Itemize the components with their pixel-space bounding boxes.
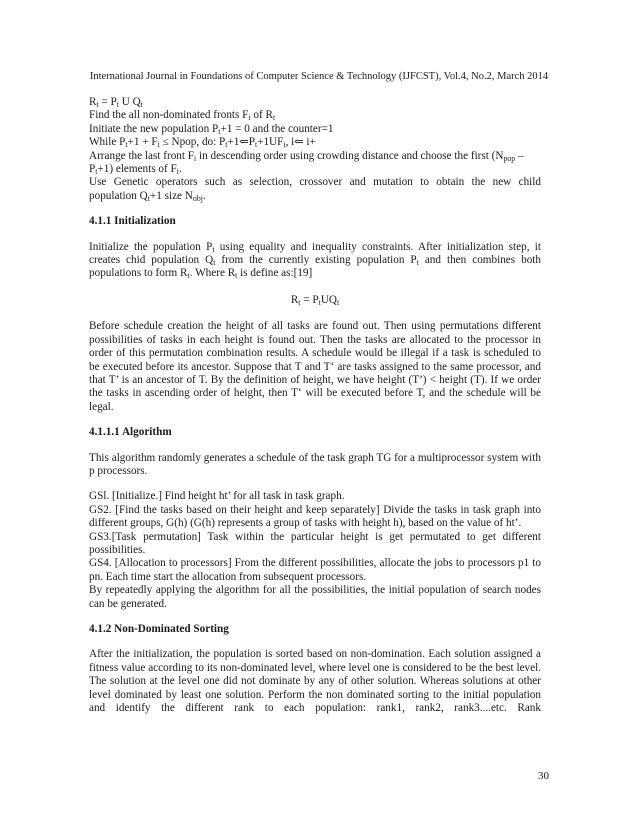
algo-line-4: While $P_t+1 + F_i$ ≤ Npop, do: $P_t+1⇐P_t+1UF_i$, i⇐ i+ bbox=[89, 136, 316, 150]
running-header: International Journal in Foundations of Computer Science & Technology (IJFCST), Vol.4, No.2, March 2014 bbox=[89, 71, 549, 82]
equation-rt: $R_t = P_tUQ_t$ bbox=[290, 293, 340, 307]
algo-line-2: Find the all non-dominated fronts $F_i$ of $R_t$ bbox=[89, 109, 276, 123]
algo-line-5: Arrange the last front $F_i$ in descending order using crowding distance and choose the first ($N_{pop}$ – bbox=[89, 149, 524, 163]
paragraph-non-dominated-sorting: After the initialization, the population is sorted based on non-domination. Each solution assigned a fitness value according to its non-dominated level, where level one is considered to be the best level. The solution at the level one did not dominate by any of other solution. Whereas solutions at other level dominated by least one solution. Perform the non dominated sorting to the initial population and identify the different rank to each population: rank1, rank2, rank3....etc. Rank bbox=[89, 648, 541, 715]
algorithm-step-gs4: GS4. [Allocation to processors] From the different possibilities, allocate the jobs to processors p1 to pn. Each time start the allocation from subsequent processors. bbox=[89, 557, 541, 583]
paragraph-initialization: Initialize the population $P_t$ using equality and inequality constraints. After initialization step, it creates chid population $Q_t$ from the currently existing population $P_t$ and then combines both populations to form $R_t$. Where $R_t$ is define as:[19] bbox=[89, 240, 541, 281]
algorithm-step-gs2: GS2. [Find the tasks based on their height and keep separately] Divide the tasks in task graph into different groups, G(h) (G(h) represents a group of tasks with height h), based on the value of ht’. bbox=[89, 503, 541, 530]
section-heading-4-1-1: 4.1.1 Initialization bbox=[89, 215, 176, 228]
algorithm-step-gs1: GSl. [Initialize.] Find height ht’ for all task in task graph. bbox=[89, 490, 345, 503]
page-number: 30 bbox=[538, 770, 549, 782]
section-heading-4-1-1-1: 4.1.1.1 Algorithm bbox=[89, 426, 172, 439]
page-body bbox=[89, 96, 541, 715]
algorithm-step-gs3: GS3.[Task permutation] Task within the particular height is get permutated to get different possibilities. bbox=[89, 530, 541, 556]
algorithm-summary: By repeatedly applying the algorithm for all the possibilities, the initial population of search nodes can be generated. bbox=[89, 584, 541, 610]
paragraph-schedule-creation: Before schedule creation the height of all tasks are found out. Then using permutations different possibilities of tasks in each height is found out. Then the tasks are allocated to the processor in order of this permutation combination results. A schedule would be illegal if a task is scheduled to be executed before its ancestor. Suppose that T and T‘ are tasks assigned to the same processor, and that T’ is an ancestor of T. By the definition of height, we have height (T’) < height (T). If we order the tasks in ascending order of height, then T‘ will be executed before T, and the schedule will be legal. bbox=[89, 320, 541, 413]
algo-line-1: $R_t = P_t$ U $Q_t$ bbox=[89, 96, 143, 109]
section-heading-4-1-2: 4.1.2 Non-Dominated Sorting bbox=[89, 623, 229, 635]
algo-line-7: Use Genetic operators such as selection, crossover and mutation to obtain the new child bbox=[89, 176, 541, 189]
algo-line-8: population $Q_t+1$ size $N_{obj}$. bbox=[89, 189, 206, 203]
algo-line-3: Initiate the new population $P_t+1 = 0$ and the counter=1 bbox=[89, 122, 334, 136]
paragraph-algorithm: This algorithm randomly generates a schedule of the task graph TG for a multiprocessor system with p processors. bbox=[89, 451, 541, 477]
algo-line-6: $P_t+1$) elements of $F_i$. bbox=[89, 163, 182, 177]
